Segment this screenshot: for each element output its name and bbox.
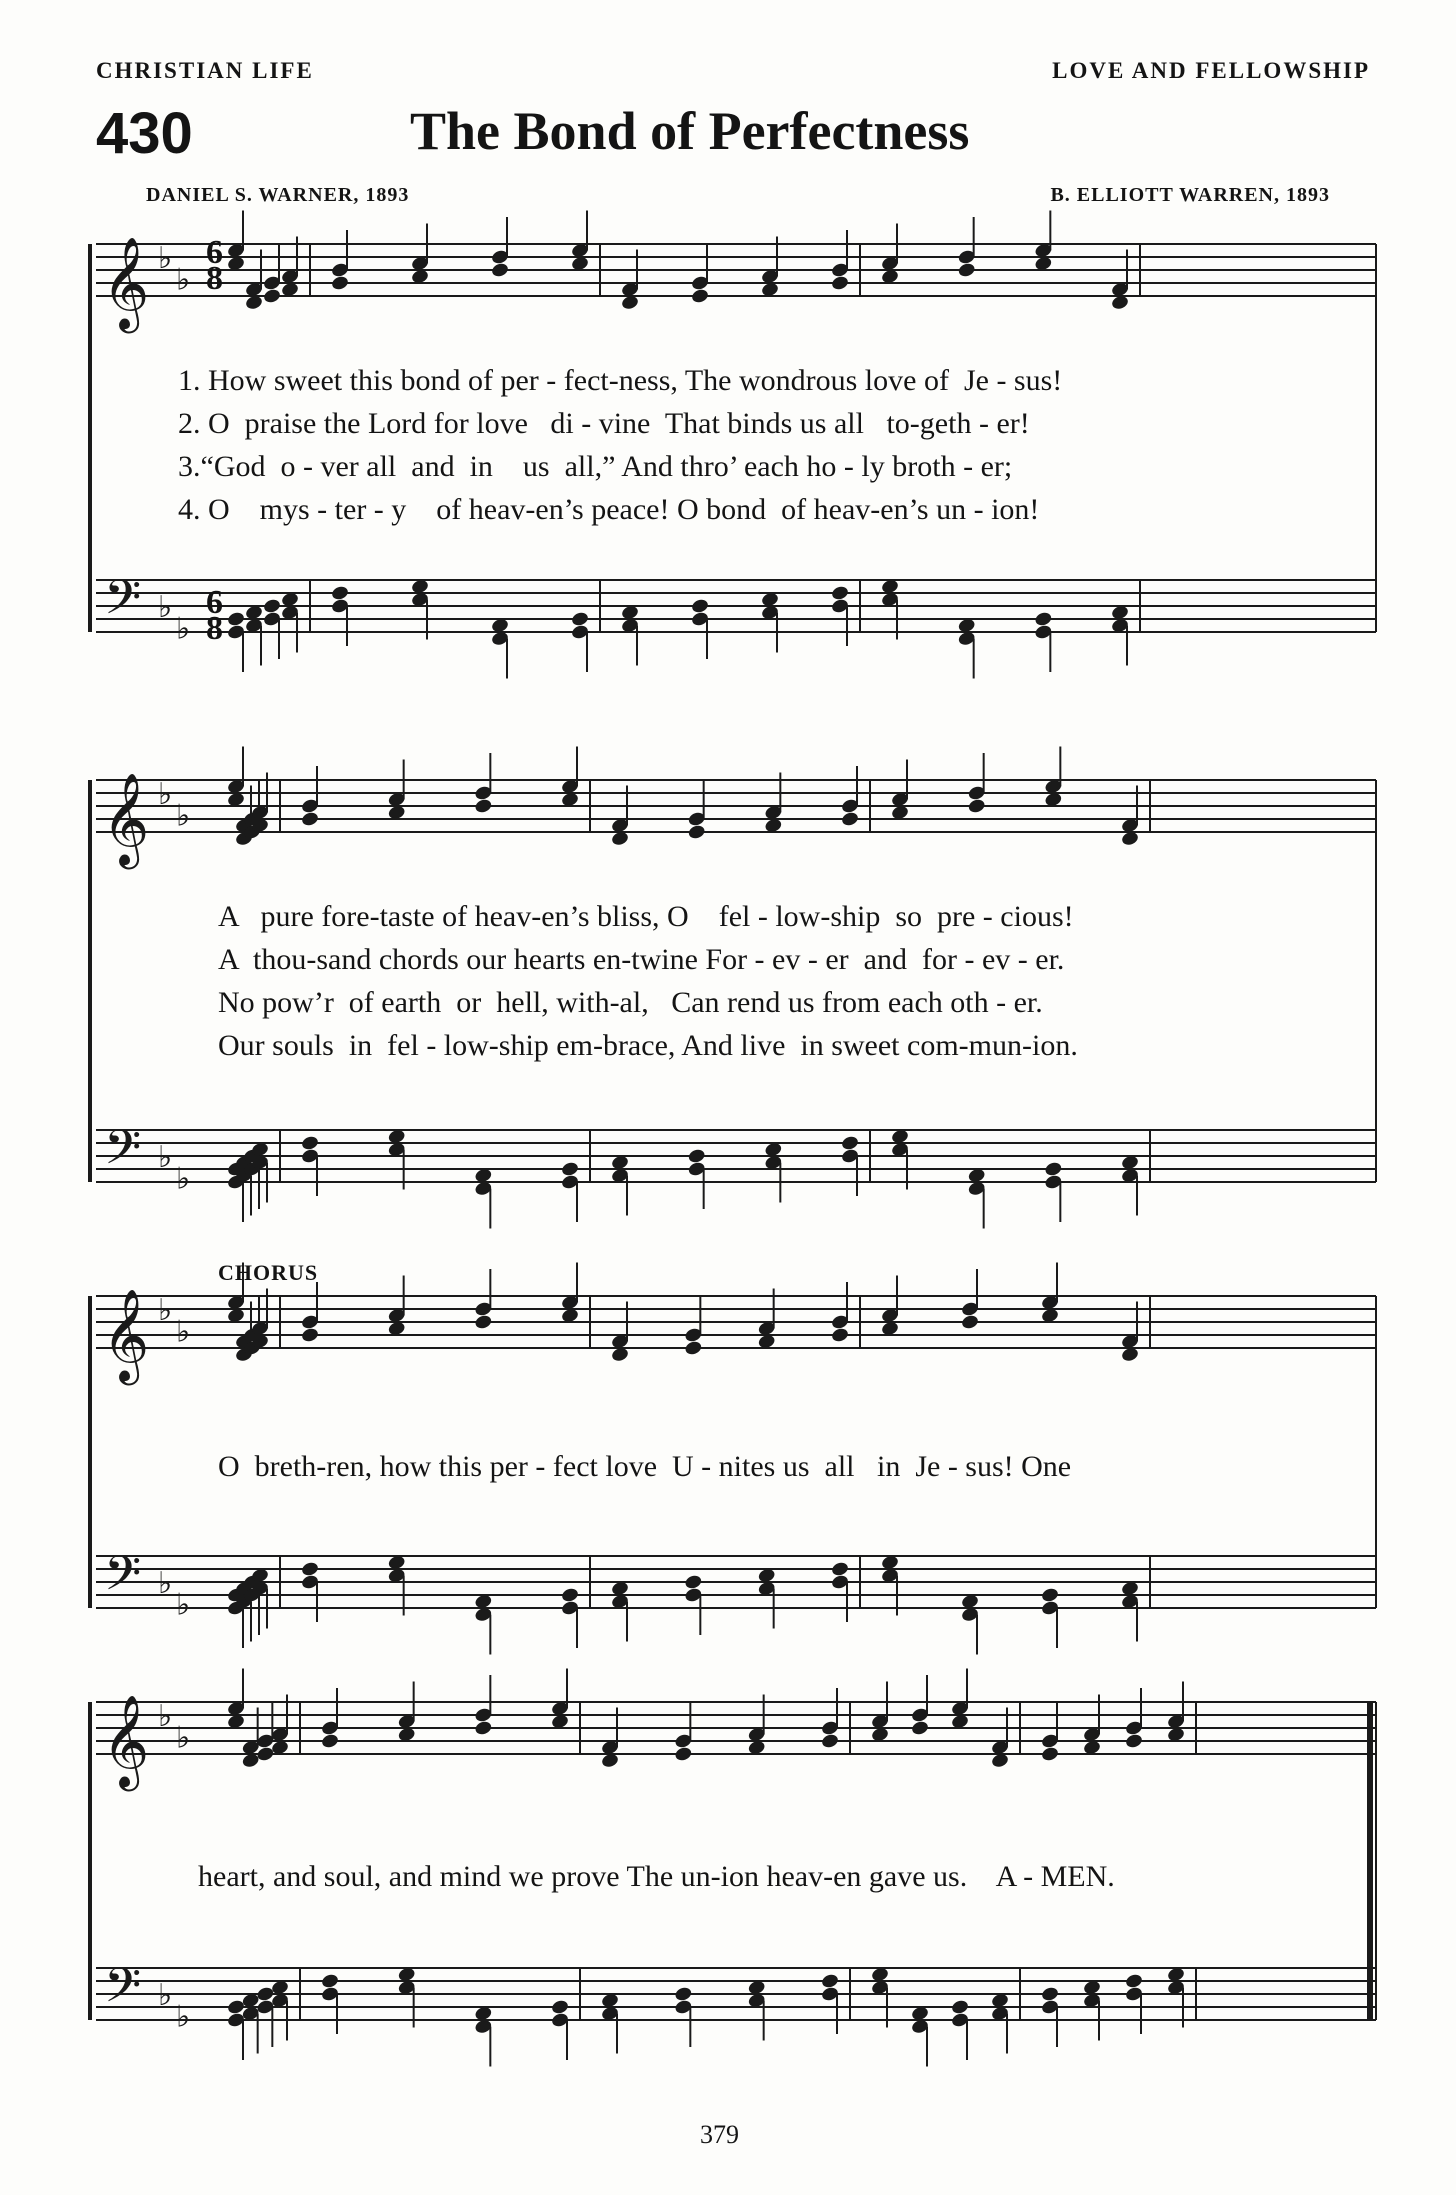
note-head: [1040, 1986, 1059, 2003]
svg-text:♭: ♭: [158, 1293, 173, 1328]
svg-text:♭: ♭: [158, 777, 173, 812]
note-head: [687, 1148, 706, 1165]
svg-text:♭: ♭: [176, 1314, 191, 1350]
note-head: [262, 288, 281, 305]
note-head: [1124, 1733, 1143, 1750]
svg-text:♭: ♭: [158, 1140, 173, 1175]
svg-text:♭: ♭: [176, 1587, 191, 1623]
composer-credit: B. ELLIOTT WARREN, 1893: [1050, 184, 1330, 206]
note-head: [840, 1135, 859, 1152]
svg-text:♭: ♭: [176, 798, 191, 834]
chorus-line-2: heart, and soul, and mind we prove The un-ion heav-en gave us. A - MEN.: [198, 1860, 1115, 1893]
svg-text:♭: ♭: [158, 590, 173, 625]
chorus-label: CHORUS: [218, 1260, 319, 1285]
svg-text:𝄢: 𝄢: [104, 1957, 142, 2025]
svg-text:𝄞: 𝄞: [102, 1288, 150, 1381]
svg-text:♭: ♭: [158, 1699, 173, 1734]
note-head: [256, 1746, 275, 1763]
note-head: [674, 1746, 693, 1763]
verse-line-2: 2. O praise the Lord for love di - vine That binds us all to-geth - er!: [178, 407, 1030, 440]
note-head: [330, 585, 349, 602]
verse-line-3: 3.“God o - ver all and in us all,” And thro’ each ho - ly broth - er;: [178, 450, 1013, 483]
note-head: [830, 1327, 849, 1344]
verse-line-4: 4. O mys - ter - y of heav-en’s peace! O bond of heav-en’s un - ion!: [178, 493, 1040, 526]
note-head: [1124, 1973, 1143, 1990]
note-head: [474, 798, 493, 815]
svg-text:♭: ♭: [158, 1566, 173, 1601]
svg-text:♭: ♭: [158, 241, 173, 276]
note-head: [830, 275, 849, 292]
svg-text:𝄞: 𝄞: [102, 236, 150, 329]
note-head: [830, 585, 849, 602]
note-head: [226, 1999, 245, 2016]
note-head: [690, 288, 709, 305]
note-head: [910, 1720, 929, 1737]
note-head: [967, 798, 986, 815]
svg-text:♭: ♭: [176, 611, 191, 647]
note-head: [300, 1561, 319, 1578]
hymn-number: 430: [96, 101, 193, 166]
note-head: [474, 1720, 493, 1737]
note-head: [550, 1999, 569, 2016]
verse-line-7: No pow’r of earth or hell, with-al, Can rend us from each oth - er.: [218, 986, 1043, 1019]
note-head: [830, 1561, 849, 1578]
note-head: [950, 1999, 969, 2016]
note-head: [690, 598, 709, 615]
note-head: [300, 1327, 319, 1344]
note-head: [1034, 611, 1053, 628]
note-head: [1040, 1587, 1059, 1604]
note-head: [1040, 1746, 1059, 1763]
note-head: [262, 598, 281, 615]
svg-text:♭: ♭: [158, 1978, 173, 2013]
note-head: [490, 262, 509, 279]
note-head: [684, 1340, 703, 1357]
time-signature-bass: 6 8: [206, 584, 223, 647]
note-head: [957, 262, 976, 279]
section-header-left: CHRISTIAN LIFE: [96, 58, 314, 83]
verse-line-6: A thou-sand chords our hearts en-twine For - ev - er and for - ev - er.: [218, 943, 1065, 976]
note-head: [560, 1161, 579, 1178]
verse-line-1: 1. How sweet this bond of per - fect-ness, The wondrous love of Je - sus!: [178, 364, 1063, 397]
svg-text:𝄞: 𝄞: [102, 1694, 150, 1787]
note-head: [300, 811, 319, 828]
svg-text:♭: ♭: [176, 262, 191, 298]
note-head: [560, 1587, 579, 1604]
note-head: [256, 1986, 275, 2003]
note-head: [960, 1314, 979, 1331]
note-head: [674, 1986, 693, 2003]
chorus-line-1: O breth-ren, how this per - fect love U - nites us all in Je - sus! One: [218, 1450, 1072, 1483]
note-head: [687, 824, 706, 841]
note-head: [570, 611, 589, 628]
note-head: [330, 275, 349, 292]
svg-text:𝄞: 𝄞: [102, 772, 150, 865]
note-head: [300, 1135, 319, 1152]
page-number: 379: [700, 2120, 739, 2149]
svg-text:𝄢: 𝄢: [104, 569, 142, 637]
note-head: [320, 1733, 339, 1750]
hymn-title: The Bond of Perfectness: [410, 101, 970, 161]
note-head: [820, 1973, 839, 1990]
svg-text:♭: ♭: [176, 1161, 191, 1197]
note-head: [1044, 1161, 1063, 1178]
svg-text:𝄢: 𝄢: [104, 1119, 142, 1187]
author-credit: DANIEL S. WARNER, 1893: [146, 184, 410, 206]
section-header-right: LOVE AND FELLOWSHIP: [1052, 58, 1370, 83]
time-signature-treble: 6 8: [206, 234, 223, 297]
note-head: [474, 1314, 493, 1331]
verse-line-5: A pure fore-taste of heav-en’s bliss, O fel - low-ship so pre - cious!: [218, 900, 1074, 933]
note-head: [684, 1574, 703, 1591]
svg-text:𝄢: 𝄢: [104, 1545, 142, 1613]
note-head: [226, 611, 245, 628]
note-head: [820, 1733, 839, 1750]
verse-line-8: Our souls in fel - low-ship em-brace, And live in sweet com-mun-ion.: [218, 1029, 1078, 1062]
svg-text:♭: ♭: [176, 1999, 191, 2035]
svg-text:♭: ♭: [176, 1720, 191, 1756]
note-head: [840, 811, 859, 828]
note-head: [320, 1973, 339, 1990]
